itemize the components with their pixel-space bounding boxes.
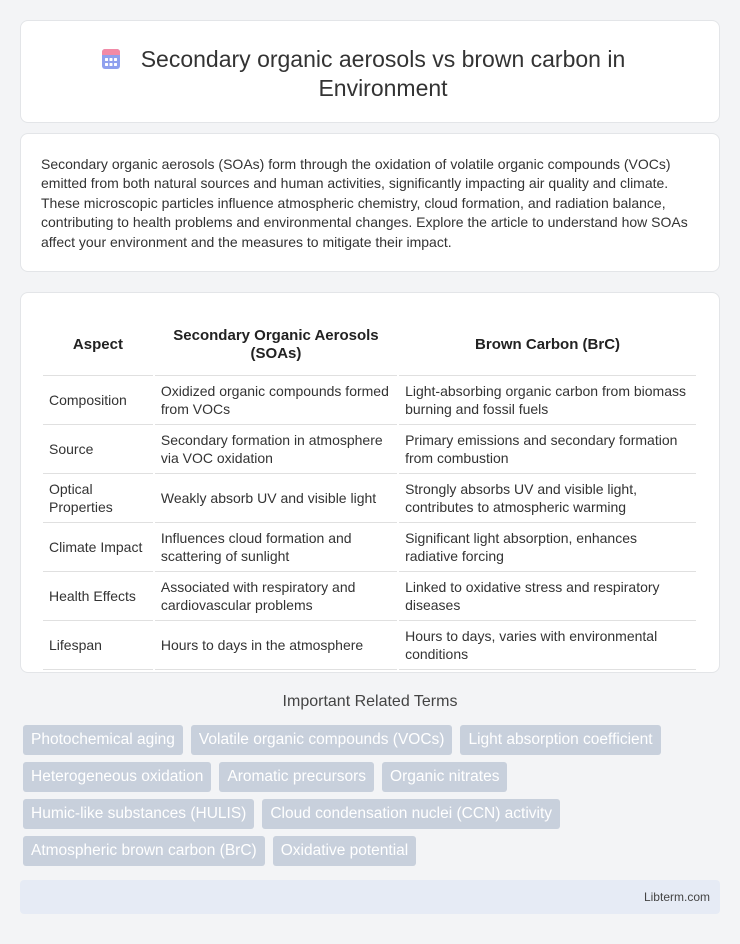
related-terms-list xyxy=(23,725,723,873)
tag-row xyxy=(23,799,723,836)
row-brc: Strongly absorbs UV and visible light, contributes to atmospheric warming xyxy=(399,474,696,523)
page-title-text: Secondary organic aerosols vs brown carbon in Environment xyxy=(140,46,626,101)
row-aspect: Lifespan xyxy=(43,621,153,670)
row-aspect: Source xyxy=(43,425,153,474)
row-soa: Hours to days in the atmosphere xyxy=(155,621,397,670)
row-soa: Associated with respiratory and cardiovascular problems xyxy=(155,572,397,621)
related-terms-title: Important Related Terms xyxy=(282,693,458,710)
header-soa: Secondary Organic Aerosols (SOAs) xyxy=(155,314,397,376)
row-aspect: Composition xyxy=(43,376,153,425)
table-row xyxy=(43,621,696,670)
related-term-tag[interactable]: Cloud condensation nuclei (CCN) activity xyxy=(262,799,560,829)
row-soa: Weakly absorb UV and visible light xyxy=(155,474,397,523)
table-row xyxy=(43,425,696,474)
row-brc: Significant light absorption, enhances radiative forcing xyxy=(399,523,696,572)
row-brc: Primary emissions and secondary formation from combustion xyxy=(399,425,696,474)
row-aspect: Health Effects xyxy=(43,572,153,621)
table-row xyxy=(43,474,696,523)
related-term-tag[interactable]: Humic-like substances (HULIS) xyxy=(23,799,254,829)
row-soa: Oxidized organic compounds formed from VOCs xyxy=(155,376,397,425)
related-term-tag[interactable]: Organic nitrates xyxy=(382,762,507,792)
tag-row xyxy=(23,836,723,873)
row-aspect: Climate Impact xyxy=(43,523,153,572)
row-brc: Linked to oxidative stress and respiratory diseases xyxy=(399,572,696,621)
related-term-tag[interactable]: Oxidative potential xyxy=(273,836,417,866)
intro-paragraph: Secondary organic aerosols (SOAs) form through the oxidation of volatile organic compounds (VOCs) emitted from both natural sources and human activities, significantly impacting air quality and climate. These microscopic particles influence atmospheric chemistry, cloud formation, and radiation balance, contributing to health problems and environmental changes. Explore the article to understand how SOAs affect your environment and the measures to mitigate their impact. xyxy=(41,156,688,250)
comparison-table-card xyxy=(20,292,720,673)
title-card xyxy=(20,20,720,123)
tag-row xyxy=(23,725,723,762)
row-brc: Light-absorbing organic carbon from biomass burning and fossil fuels xyxy=(399,376,696,425)
table-header-row xyxy=(43,314,696,376)
related-term-tag[interactable]: Aromatic precursors xyxy=(219,762,374,792)
related-term-tag[interactable]: Light absorption coefficient xyxy=(460,725,660,755)
related-term-tag[interactable]: Atmospheric brown carbon (BrC) xyxy=(23,836,265,866)
table-row xyxy=(43,523,696,572)
table-row xyxy=(43,376,696,425)
header-brc: Brown Carbon (BrC) xyxy=(399,314,696,376)
row-aspect: Optical Properties xyxy=(43,474,153,523)
row-soa: Influences cloud formation and scattering of sunlight xyxy=(155,523,397,572)
tag-row xyxy=(23,762,723,799)
row-brc: Hours to days, varies with environmental conditions xyxy=(399,621,696,670)
table-row xyxy=(43,572,696,621)
page-title xyxy=(81,45,659,103)
related-term-tag[interactable]: Photochemical aging xyxy=(23,725,183,755)
footer-site-link[interactable]: Libterm.com xyxy=(643,890,710,904)
header-aspect: Aspect xyxy=(43,314,153,376)
footer xyxy=(20,880,720,914)
intro-card xyxy=(20,133,720,272)
row-soa: Secondary formation in atmosphere via VOC oxidation xyxy=(155,425,397,474)
related-term-tag[interactable]: Heterogeneous oxidation xyxy=(23,762,211,792)
comparison-table xyxy=(41,314,698,670)
related-term-tag[interactable]: Volatile organic compounds (VOCs) xyxy=(191,725,453,755)
